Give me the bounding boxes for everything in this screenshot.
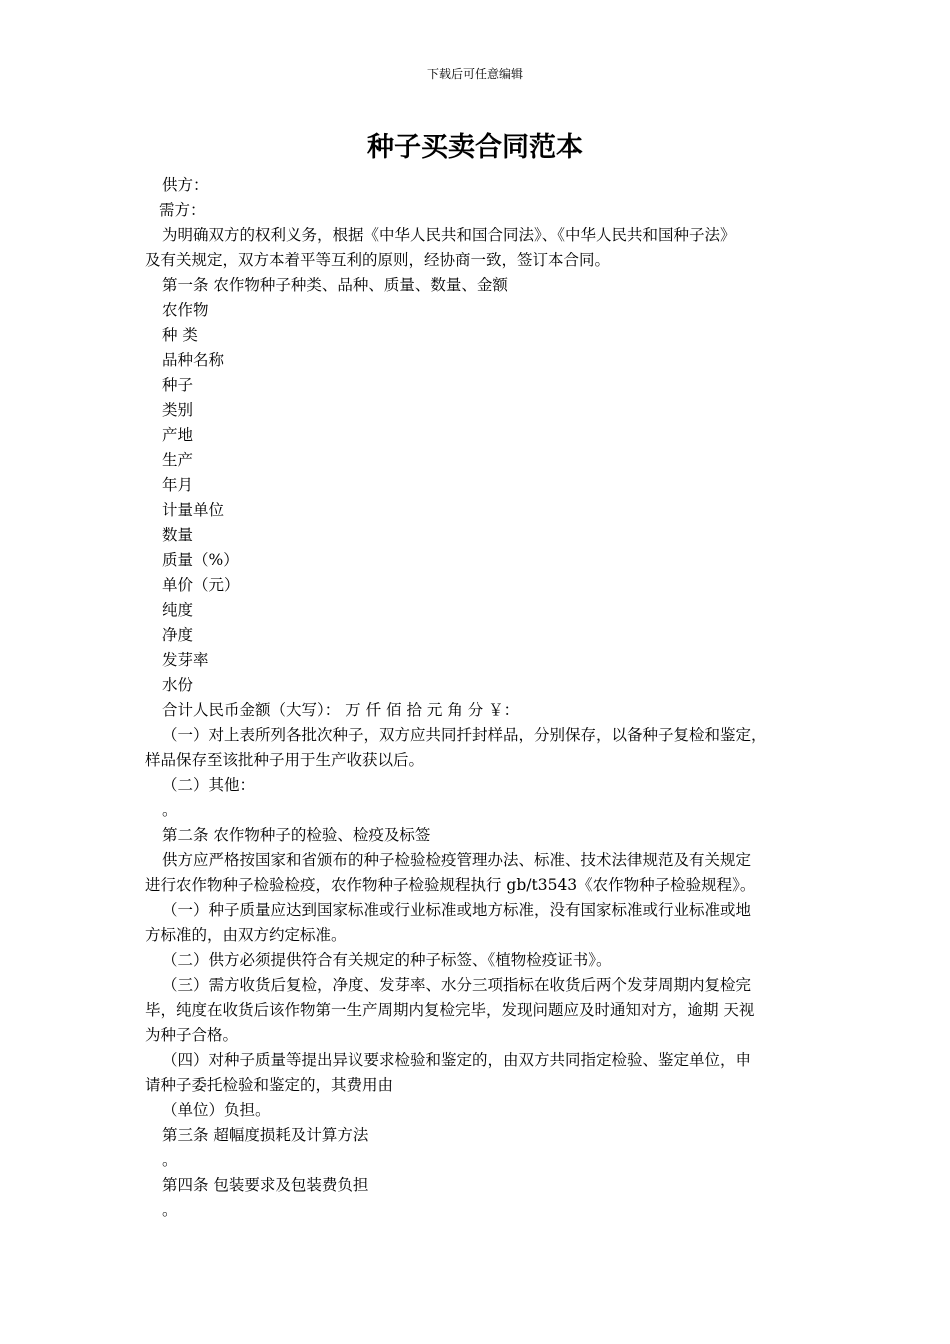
paragraph-line: 单价（元）	[162, 576, 240, 594]
paragraph-line: 。	[162, 1151, 178, 1169]
paragraph-line: 第一条 农作物种子种类、品种、质量、数量、金额	[162, 276, 508, 294]
paragraph-line: 年月	[162, 476, 194, 494]
paragraph-line: 方标准的，由双方约定标准。	[145, 926, 347, 944]
paragraph-line: 第三条 超幅度损耗及计算方法	[162, 1126, 369, 1144]
paragraph-line: 第四条 包装要求及包装费负担	[162, 1176, 369, 1194]
paragraph-line: 质量（%）	[162, 551, 239, 569]
paragraph-line: 生产	[162, 451, 194, 469]
paragraph-line: （单位）负担。	[162, 1101, 271, 1119]
document-body	[145, 173, 825, 1223]
paragraph-line: （一）种子质量应达到国家标准或行业标准或地方标准，没有国家标准或行业标准或地	[162, 901, 752, 919]
paragraph-line: 毕，纯度在收货后该作物第一生产周期内复检完毕，发现问题应及时通知对方，逾期 天视	[145, 1001, 755, 1019]
paragraph-line: 净度	[162, 626, 194, 644]
header-note: 下载后可任意编辑	[426, 67, 523, 81]
paragraph-line: 供方：	[162, 176, 209, 194]
paragraph-line: （一）对上表所列各批次种子，双方应共同扦封样品，分别保存，以备种子复检和鉴定，	[162, 726, 767, 744]
paragraph-line: 数量	[162, 526, 194, 544]
paragraph-line: （三）需方收货后复检，净度、发芽率、水分三项指标在收货后两个发芽周期内复检完	[162, 976, 752, 994]
paragraph-line: 样品保存至该批种子用于生产收获以后。	[145, 751, 425, 769]
paragraph-line: （四）对种子质量等提出异议要求检验和鉴定的，由双方共同指定检验、鉴定单位，申	[162, 1051, 752, 1069]
paragraph-line: 种 类	[162, 326, 198, 344]
paragraph-line: 产地	[162, 426, 194, 444]
paragraph-line: （二）供方必须提供符合有关规定的种子标签、《植物检疫证书》。	[162, 951, 612, 969]
paragraph-line: 发芽率	[162, 651, 209, 669]
paragraph-line: 第二条 农作物种子的检验、检疫及标签	[162, 826, 431, 844]
document-title: 种子买卖合同范本	[367, 132, 583, 163]
paragraph-line: 。	[162, 801, 178, 819]
paragraph-line: 纯度	[162, 601, 194, 619]
paragraph-line: 及有关规定，双方本着平等互利的原则，经协商一致，签订本合同。	[145, 251, 611, 269]
paragraph-line: 水份	[162, 676, 194, 694]
paragraph-line: 品种名称	[162, 351, 225, 369]
paragraph-line: 农作物	[162, 301, 209, 319]
paragraph-line: 为种子合格。	[145, 1026, 239, 1044]
paragraph-line: 供方应严格按国家和省颁布的种子检验检疫管理办法、标准、技术法律规范及有关规定	[162, 851, 752, 869]
paragraph-line: 请种子委托检验和鉴定的，其费用由	[145, 1076, 394, 1094]
paragraph-line: 类别	[162, 401, 194, 419]
paragraph-line: 。	[162, 1201, 178, 1219]
paragraph-line: 合计人民币金额（大写）： 万 仟 佰 拾 元 角 分 ￥：	[162, 701, 520, 719]
paragraph-line: 为明确双方的权利义务，根据《中华人民共和国合同法》、《中华人民共和国种子法》	[162, 226, 736, 244]
paragraph-line: 进行农作物种子检验检疫，农作物种子检验规程执行 gb/t3543《农作物种子检验规程》。	[145, 876, 756, 894]
paragraph-line: （二）其他：	[162, 776, 256, 794]
paragraph-line: 需方：	[159, 201, 206, 219]
paragraph-line: 种子	[162, 376, 194, 394]
paragraph-line: 计量单位	[162, 501, 225, 519]
